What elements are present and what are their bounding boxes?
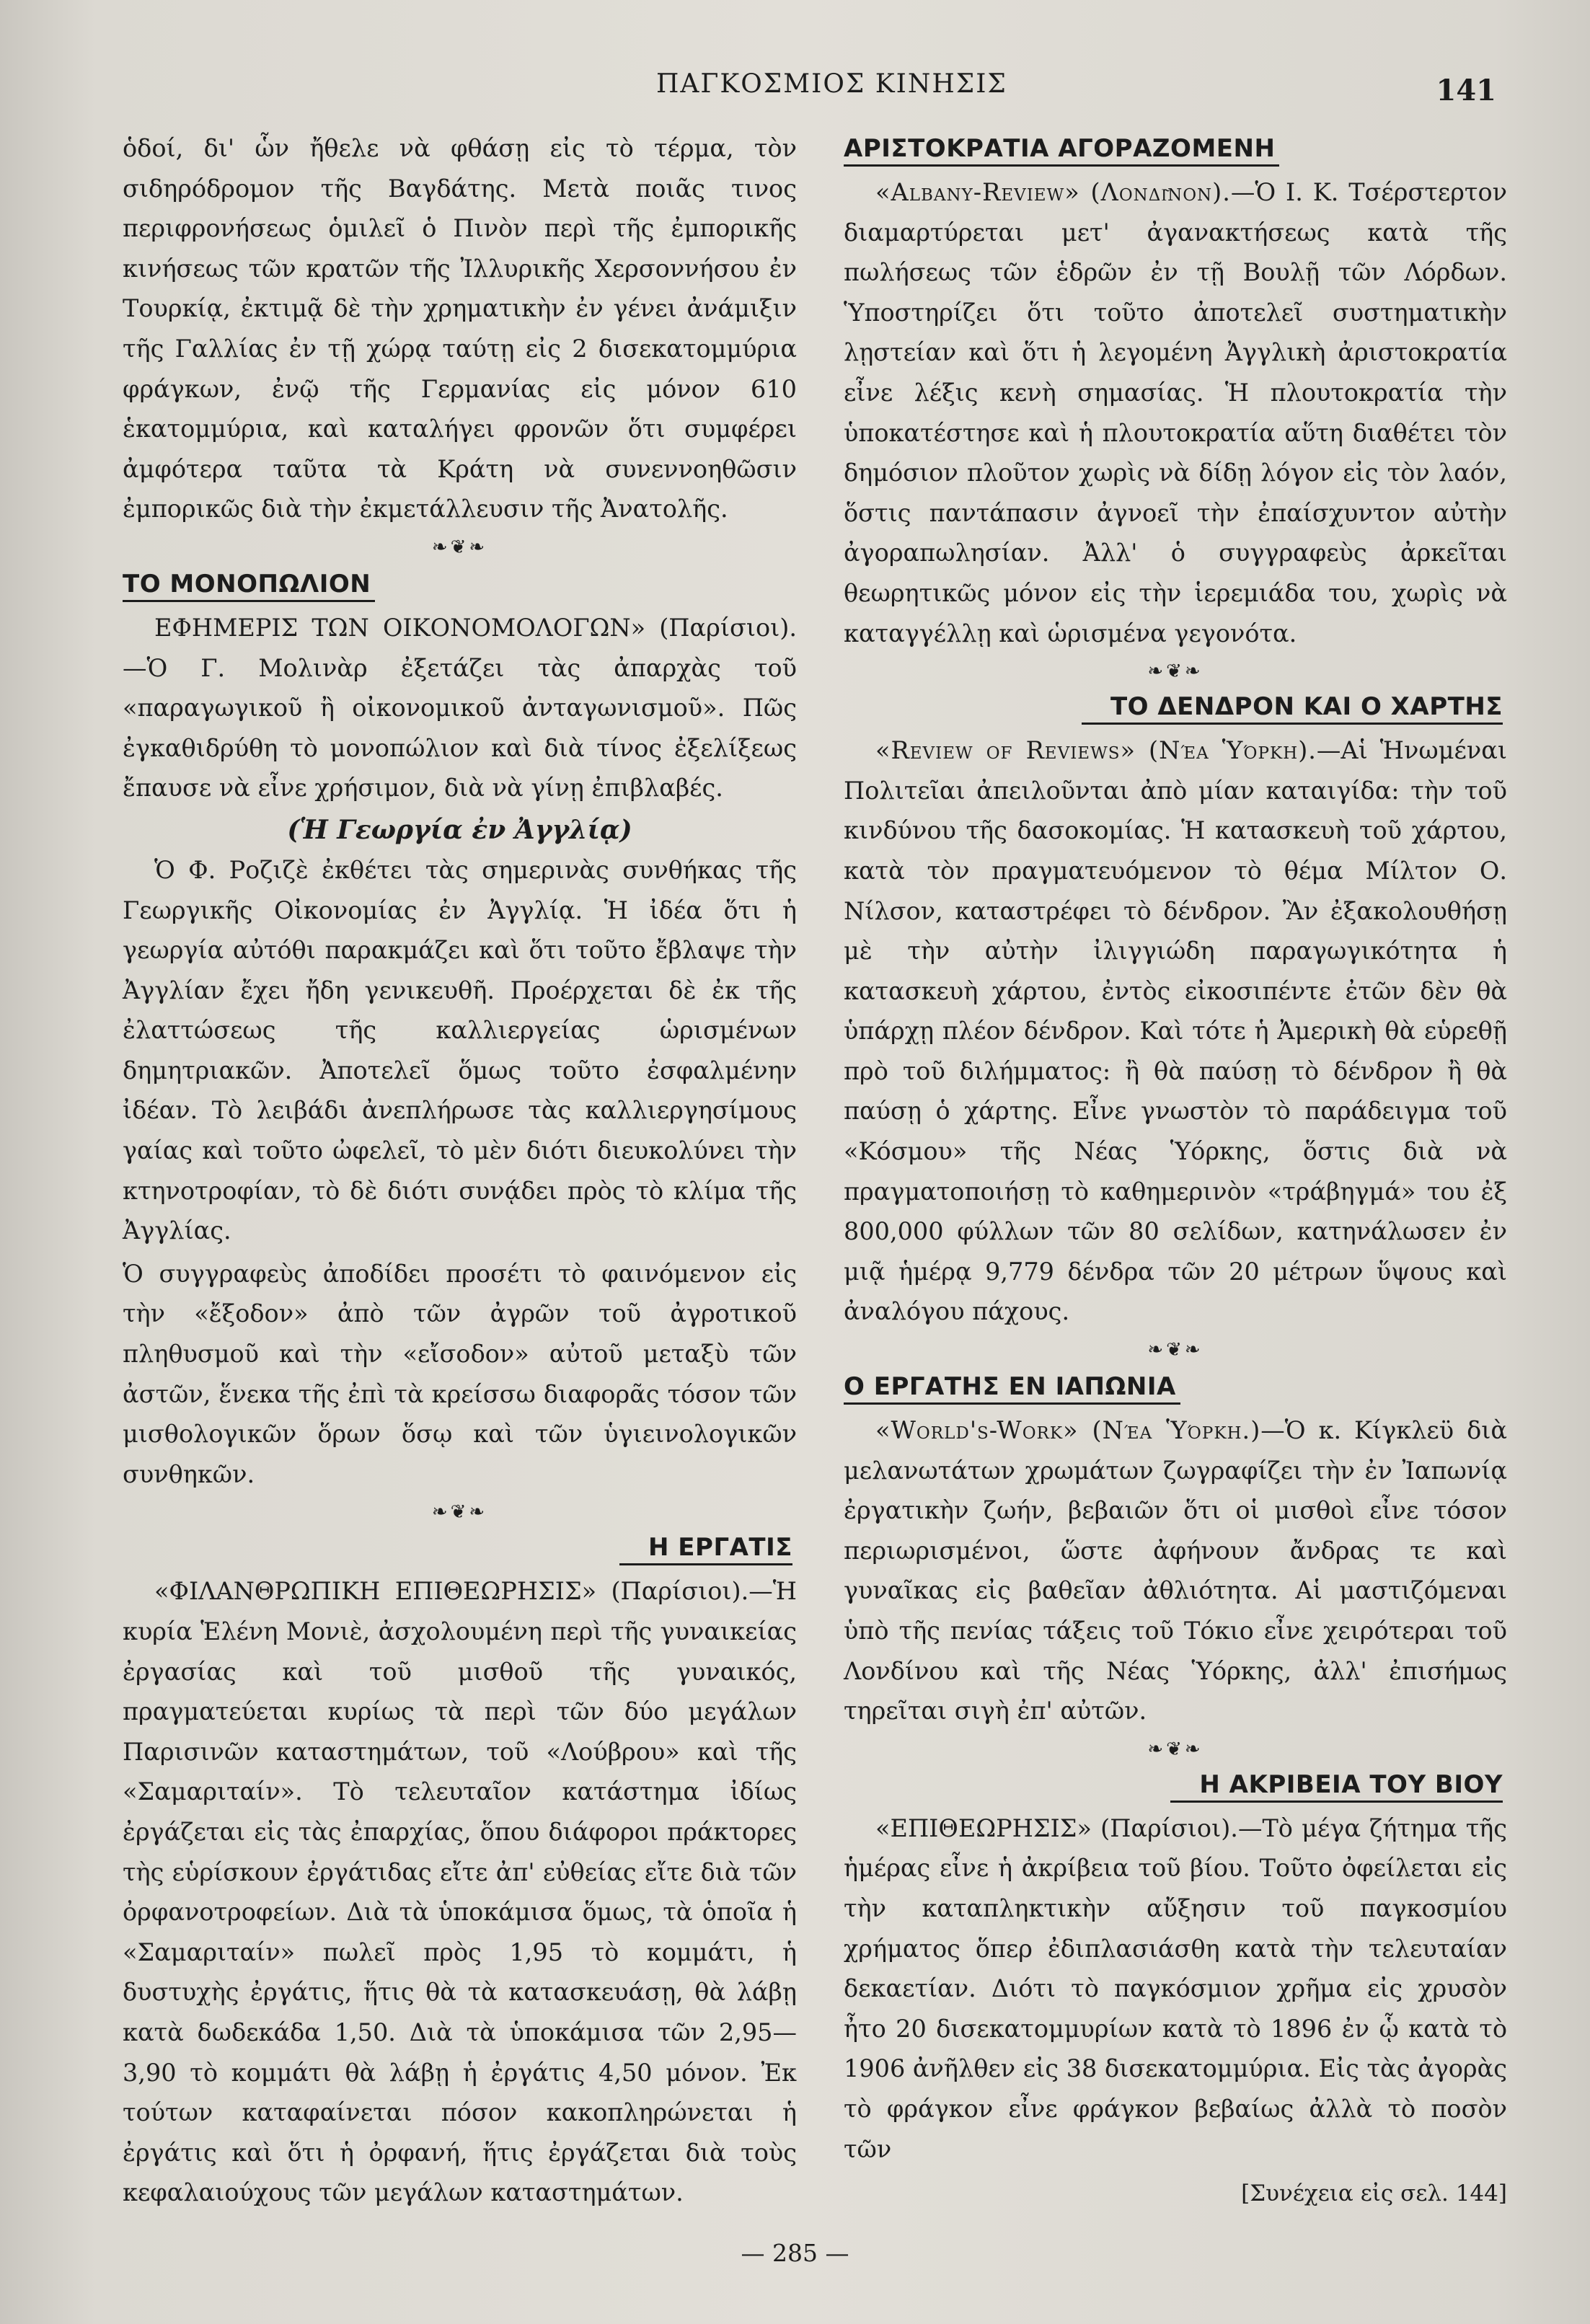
section-text: —Ὁ κ. Κίγκλεϋ διὰ μελανωτάτων χρωμάτων ζωγραφίζει τὴν ἐν Ἰαπωνίᾳ ἐργατικὴν ζωήν, βεβαιῶν ὅτι οἱ μισθοὶ εἶνε τόσον περιωρισμένοι, ὥστε ἀφήνουν ἄνδρας τε καὶ γυναῖκας εἰς βαθεῖαν ἀθλιότητα. Αἱ μαστιζόμεναι ὑπὸ τῆς πενίας τάξεις τοῦ Τόκιο εἶνε χειρότεραι τοῦ Λονδίνου καὶ τῆς Νέας Ὑόρκης, ἀλλ' ἐπισήμως τηρεῖται σιγὴ ἐπ' αὐτῶν.: [844, 1416, 1507, 1726]
page-number: 141: [1436, 74, 1496, 107]
section-text: —Ὁ Γ. Μολινὰρ ἐξετάζει τὰς ἀπαρχὰς τοῦ «παραγωγικοῦ ἢ οἰκονομικοῦ ἀνταγωνισμοῦ». Πῶς ἐγκαθιδρύθη τὸ μονοπώλιον καὶ διὰ τίνος ἐξελίξεως ἔπαυσε νὰ εἶνε χρήσιμον, διὰ νὰ γίνῃ ἐπιβλαβές.: [123, 653, 797, 803]
section-tree: [844, 691, 1507, 1332]
running-header: [0, 66, 1590, 110]
source-citation: «ΦΙΛΑΝΘΡΩΠΙΚΗ ΕΠΙΘΕΩΡΗΣΙΣ» (Παρίσιοι).: [154, 1577, 749, 1606]
section-worker: [123, 1532, 797, 2213]
section-text: —Ἡ κυρία Ἑλένη Μονιὲ, ἀσχολουμένη περὶ τῆς γυναικείας ἐργασίας καὶ τοῦ μισθοῦ τῆς γυναικός, πραγματεύεται κυρίως τὰ περὶ τῶν δύο μεγάλων Παρισινῶν καταστημάτων, τοῦ «Λούβρου» καὶ τῆς «Σαμαριταίν». Τὸ τελευταῖον κατάστημα ἰδίως ἐργάζεται εἰς τὰς ἐπαρχίας, ὅπου διάφοροι πράκτορες τὴς εὑρίσκουν ἐργάτιδας εἴτε ἀπ' εὐθείας εἴτε διὰ τῶν ὀρφανοτροφείων. Διὰ τὰ ὑποκάμισα ὅμως, τὰ ὁποῖα ἡ «Σαμαριταίν» πωλεῖ πρὸς 1,95 τὸ κομμάτι, ἡ δυστυχὴς ἐργάτις, ἥτις θὰ τὰ κατασκευάσῃ, θὰ λάβῃ κατὰ δωδεκάδα 1,50. Διὰ τὰ ὑποκάμισα τῶν 2,95—3,90 τὸ κομμάτι θὰ λάβῃ ἡ ἐργάτις 4,50 μόνον. Ἐκ τούτων καταφαίνεται πόσον κακοπληρώνεται ἡ ἐργάτις καὶ ὅτι ἡ ὀρφανή, ἥτις ἐργάζεται διὰ τοὺς κεφαλαιούχους τῶν μεγάλων καταστημάτων.: [123, 1577, 797, 2207]
opening-paragraph: ὁδοί, δι' ὧν ἤθελε νὰ φθάσῃ εἰς τὸ τέρμα, τὸν σιδηρόδρομον τῆς Βαγδάτης. Μετὰ ποιᾶς τινος περιφρονήσεως ὁμιλεῖ ὁ Πινὸν περὶ τῆς ἐμπορικῆς κινήσεως τῶν κρατῶν τῆς Ἰλλυρικῆς Χερσοννήσου ἐν Τουρκίᾳ, ἐκτιμᾷ δὲ τὴν χρηματικὴν ἐν γένει ἀνάμιξιν τῆς Γαλλίας ἐν τῇ χώρᾳ ταύτῃ εἰς 2 δισεκατομμύρια φράγκων, ἐνῷ τῆς Γερμανίας εἰς μόνον 610 ἑκατομμύρια, καὶ καταλήγει φρονῶν ὅτι συμφέρει ἀμφότερα ταῦτα τὰ Κράτη νὰ συνεννοηθῶσιν ἐμπορικῶς διὰ τὴν ἐκμετάλλευσιν τῆς Ἀνατολῆς.: [123, 134, 797, 523]
source-citation: «Review of Reviews» (Νέα Ὑόρκη).: [875, 736, 1317, 765]
source-citation: «Albany-Review» (Λονδῖνον).: [875, 178, 1231, 206]
ornament-divider: ❧❦❧: [1147, 1339, 1203, 1361]
right-column: [844, 128, 1507, 2212]
section-aristocracy: [844, 128, 1507, 653]
section-body: [844, 172, 1507, 653]
section-heading: ΤΟ ΜΟΝΟΠΩΛΙΟΝ: [123, 568, 375, 602]
continuation-note: [Συνέχεια εἰς σελ. 144]: [1241, 2181, 1507, 2207]
section-text: —Αἱ Ἡνωμέναι Πολιτεῖαι ἀπειλοῦνται ἀπὸ μίαν καταιγίδα: τὴν τοῦ κινδύνου τῆς δασοκομίας. Ἡ κατασκευὴ τοῦ χάρτου, κατὰ τὸν πραγματευόμενον τὸ θέμα Μίλτον Ο. Νίλσον, καταστρέφει τὸ δένδρον. Ἂν ἐξακολουθήσῃ μὲ τὴν αὐτὴν ἰλιγγιώδη παραγωγικότητα ἡ κατασκευὴ χάρτου, ἐντὸς εἰκοσιπέντε ἐτῶν δὲν θὰ ὑπάρχῃ πλέον δένδρον. Καὶ τότε ἡ Ἀμερικὴ θὰ εὑρεθῇ πρὸ τοῦ διλήμματος: ἢ θὰ παύσῃ τὸ δένδρον ἢ θὰ παύσῃ ὁ χάρτης. Εἶνε γνωστὸν τὸ παράδειγμα τοῦ «Κόσμου» τῆς Νέας Ὑόρκης, ὅστις διὰ νὰ πραγματοποιήσῃ τὸ καθημερινὸν «τράβηγμά» του ἐξ 800,000 φύλλων τῶν 80 σελίδων, κατηνάλωσεν ἐν μιᾷ ἡμέρᾳ 9,779 δένδρα τῶν 20 μέτρων ὕψους καὶ ἀναλόγου πάχους.: [844, 736, 1507, 1326]
section-body: [844, 1410, 1507, 1731]
section-text: —Τὸ μέγα ζήτημα τῆς ἡμέρας εἶνε ἡ ἀκρίβεια τοῦ βίου. Τοῦτο ὀφείλεται εἰς τὴν καταπληκτικὴν αὔξησιν τοῦ παγκοσμίου χρήματος ὅπερ ἐδιπλασιάσθη κατὰ τὴν τελευταίαν δεκαετίαν. Διότι τὸ παγκόσμιον χρῆμα εἰς χρυσὸν ἦτο 20 δισεκατομμυρίων κατὰ τὸ 1896 ἐν ᾧ κατὰ τὸ 1906 ἀνῆλθεν εἰς 38 δισεκατομμύρια. Εἰς τὰς ἀγορὰς τὸ φράγκον εἶνε φράγκον βεβαίως ἀλλὰ τὸ ποσὸν τῶν: [844, 1813, 1507, 2163]
section-heading-text: Η ΕΡΓΑΤΙΣ: [619, 1532, 792, 1565]
section-heading-text: Η ΑΚΡΙΒΕΙΑ ΤΟΥ ΒΙΟΥ: [1170, 1769, 1503, 1803]
page-folio: — 285 —: [741, 2239, 849, 2267]
section-heading: [844, 1769, 1507, 1803]
section-heading: [123, 1532, 797, 1565]
section-body: [123, 1571, 797, 2213]
ornament-divider: ❧❦❧: [431, 1501, 488, 1524]
section-heading: ΑΡΙΣΤΟΚΡΑΤΙΑ ΑΓΟΡΑΖΟΜΕΝΗ: [844, 133, 1279, 167]
section-heading: Ο ΕΡΓΑΤΗΣ ΕΝ ΙΑΠΩΝΙΑ: [844, 1371, 1180, 1405]
section-body: [123, 608, 797, 808]
section-heading-text: ΤΟ ΔΕΝΔΡΟΝ ΚΑΙ Ο ΧΑΡΤΗΣ: [1082, 691, 1503, 725]
section-body: [844, 1808, 1507, 2169]
section-japan: [844, 1366, 1507, 1731]
georgia-paragraph: Ὁ Φ. Ροζιζὲ ἐκθέτει τὰς σημερινὰς συνθήκας τῆς Γεωργικῆς Οἰκονομίας ἐν Ἀγγλίᾳ. Ἡ ἰδέα ὅτι ἡ γεωργία αὐτόθι παρακμάζει καὶ ὅτι τοῦτο ἔβλαψε τὴν Ἀγγλίαν ἔχει ἤδη γενικευθῆ. Προέρχεται δὲ ἐκ τῆς ἐλαττώσεως τῆς καλλιεργείας ὡρισμένων δημητριακῶν. Ἀποτελεῖ ὅμως τοῦτο ἐσφαλμένην ἰδέαν. Τὸ λειβάδι ἀνεπλήρωσε τὰς καλλιεργησίμους γαίας καὶ τοῦτο ὠφελεῖ, τὸ μὲν διότι διευκολύνει τὴν κτηνοτροφίαν, τὸ δὲ διότι συνᾴδει πρὸς τὸ κλίμα τῆς Ἀγγλίας.: [123, 855, 797, 1245]
ornament-divider: ❧❦❧: [1147, 660, 1203, 683]
left-column: [123, 128, 797, 2216]
section-heading: [844, 691, 1507, 725]
section-body: [844, 730, 1507, 1332]
running-title: ΠΑΓΚΟΣΜΙΟΣ ΚΙΝΗΣΙΣ: [656, 69, 1007, 99]
section-cost-of-living: [844, 1769, 1507, 2169]
georgia-paragraph-2: Ὁ συγγραφεὺς ἀποδίδει προσέτι τὸ φαινόμενον εἰς τὴν «ἔξοδον» ἀπὸ τῶν ἀγρῶν τοῦ ἀγροτικοῦ πληθυσμοῦ καὶ τὴν «εἴσοδον» αὐτοῦ μεταξὺ τῶν ἀστῶν, ἕνεκα τῆς ἐπὶ τὰ κρείσσω διαφορᾶς τόσον τῶν μισθολογικῶν ὅρων ὅσῳ καὶ τῶν ὑγιεινολογικῶν συνθηκῶν.: [123, 1259, 797, 1488]
subtitle-georgia: (Ἡ Γεωργία ἐν Ἀγγλίᾳ): [287, 814, 632, 845]
source-citation: ΕΦΗΜΕΡΙΣ ΤΩΝ ΟΙΚΟΝΟΜΟΛΟΓΩΝ» (Παρίσιοι).: [154, 613, 797, 642]
ornament-divider: ❧❦❧: [1147, 1738, 1203, 1760]
section-text: —Ὁ Ι. Κ. Τσέρστερτον διαμαρτύρεται μετ' ἀγανακτήσεως κατὰ τῆς πωλήσεως τῶν ἑδρῶν ἐν τῇ Βουλῇ τῶν Λόρδων. Ὑποστηρίζει ὅτι τοῦτο ἀποτελεῖ συστηματικὴν λῃστείαν καὶ ὅτι ἡ λεγομένη Ἀγγλικὴ ἀριστοκρατία εἶνε λέξις κενὴ σημασίας. Ἡ πλουτοκρατία τὴν ὑποκατέστησε καὶ ἡ πλουτοκρατία αὕτη διαθέτει τὸν δημόσιον πλοῦτον χωρὶς νὰ δίδῃ λόγον εἰς τὸν λαόν, ὅστις παντάπασιν ἀγνοεῖ τὴν ἐπαίσχυντον αὐτὴν ἀγοραπωλησίαν. Ἀλλ' ὁ συγγραφεὺς ἀρκεῖται θεωρητικῶς μόνον εἰς τὴν ἱερεμιάδα του, χωρὶς νὰ καταγγέλλῃ καὶ ὡρισμένα γεγονότα.: [844, 178, 1507, 648]
section-monopoly: [123, 564, 797, 808]
source-citation: «World's-Work» (Νέα Ὑόρκη.): [875, 1416, 1261, 1445]
ornament-divider: ❧❦❧: [431, 536, 488, 558]
source-citation: «ΕΠΙΘΕΩΡΗΣΙΣ» (Παρίσιοι).: [875, 1813, 1238, 1842]
